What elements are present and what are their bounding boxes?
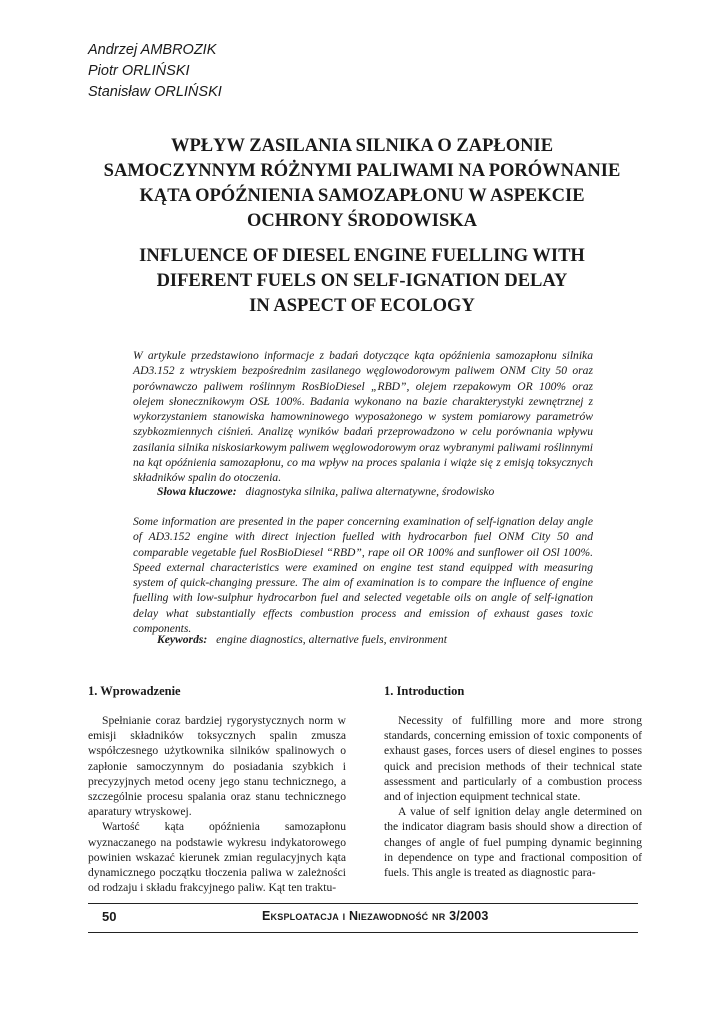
page-number: 50: [102, 909, 117, 924]
keywords-label: Słowa kluczowe:: [157, 485, 237, 498]
keywords-label: Keywords:: [157, 633, 208, 646]
keywords-polish: [157, 484, 494, 499]
title-line: DIFERENT FUELS ON SELF-IGNATION DELAY: [156, 271, 568, 291]
title-english: [60, 244, 664, 319]
abstract-english: Some information are presented in the paper concerning examination of self-ignation delay angle of AD3.152 engine with direct injection fuelled with hydrocarbon fuel ONM City 50 and comparable vegetable fuel RosBioDiesel “RBD”, rape oil OR 100% and sunflower oil OSl 100%. Speed external characteristics were examined on engine test stand equipped with measuring system of quick-changing pressure. The aim of examination is to compare the influence of engine fuelling with low-sulphur hydrocarbon fuel and selected vegetable oils on angle of self-ignation delay what substantially effects combustion process and emission of exhaust gases toxic components.: [133, 515, 593, 636]
keywords-text: engine diagnostics, alternative fuels, environment: [216, 633, 447, 646]
author-list: [88, 40, 222, 103]
paragraph: Wartość kąta opóźnienia samozapłonu wyznaczanego na podstawie wykresu indykatorowego powinien wskazać kierunek zmian regulacyjnych kąta dynamicznego początku tłoczenia paliwa w zależności od rodzaju i składu frakcyjnego paliw. Kąt ten traktu-: [88, 820, 346, 895]
column-english: [384, 684, 642, 880]
title-line: INFLUENCE OF DIESEL ENGINE FUELLING WITH: [139, 246, 585, 266]
author-name: Stanisław ORLIŃSKI: [88, 84, 222, 100]
title-line: KĄTA OPÓŹNIENIA SAMOZAPŁONU W ASPEKCIE: [139, 186, 585, 206]
title-polish: [60, 134, 664, 234]
paragraph: Necessity of fulfilling more and more strong standards, concerning emission of toxic components of exhaust gases, forces users of diesel engines to posses quick and precision methods of their technical state assessment and particularly of a combustion process and of injection equipment technical state.: [384, 714, 642, 804]
keywords-english: [157, 632, 447, 647]
column-polish: [88, 684, 346, 895]
title-line: SAMOCZYNNYM RÓŻNYMI PALIWAMI NA PORÓWNANIE: [103, 161, 621, 181]
title-line: IN ASPECT OF ECOLOGY: [249, 296, 475, 316]
footer-rule-top: [88, 903, 638, 904]
section-heading: 1. Introduction: [384, 684, 465, 698]
keywords-text: diagnostyka silnika, paliwa alternatywne, środowisko: [245, 485, 495, 498]
paragraph: Spełnianie coraz bardziej rygorystycznych norm w emisji składników toksycznych spalin zmusza współczesnego użytkownika silników spalinowych o zapłonie samoczynnym do posiadania szybkich i precyzyjnych metod oceny jego stanu technicznego, a szczególnie procesu spalania oraz stanu technicznego aparatury wtryskowej.: [88, 714, 346, 819]
author-name: Piotr ORLIŃSKI: [88, 63, 190, 79]
title-line: WPŁYW ZASILANIA SILNIKA O ZAPŁONIE: [170, 136, 554, 156]
footer-rule-bottom: [88, 932, 638, 933]
journal-name: Eksploatacja i Niezawodność nr 3/2003: [262, 909, 489, 923]
paragraph: A value of self ignition delay angle determined on the indicator diagram basis should show a direction of changes of angle of fuel pumping dynamic beginning in dependence on type and fractional composition of fuels. This angle is treated as diagnostic para-: [384, 805, 642, 880]
abstract-polish: W artykule przedstawiono informacje z badań dotyczące kąta opóźnienia samozapłonu silnika AD3.152 z wtryskiem bezpośrednim zasilanego węglowodorowym paliwem ONM City 50 oraz porównawczo paliwem roślinnym RosBioDiesel „RBD”, olejem rzepakowym OR 100% oraz olejem słonecznikowym OSŁ 100%. Badania wykonano na bazie charakterystyki zewnętrznej z wykorzystaniem stanowiska hamowninowego wyposażonego w system pomiarowy parametrów szybkozmiennych ciśnień. Analizę wyników badań przeprowadzono w celu porównania wpływu zasilania silnika niskosiarkowym paliwem węglowodorowym oraz wybranymi paliwami roślinnymi na kąt opóźnienia samozapłonu, co ma wpływ na proces spalania i wiąże się z emisją toksycznych składników spalin do otoczenia.: [133, 349, 593, 485]
section-heading: 1. Wprowadzenie: [88, 684, 181, 698]
author-name: Andrzej AMBROZIK: [88, 42, 217, 58]
title-line: OCHRONY ŚRODOWISKA: [246, 211, 478, 231]
